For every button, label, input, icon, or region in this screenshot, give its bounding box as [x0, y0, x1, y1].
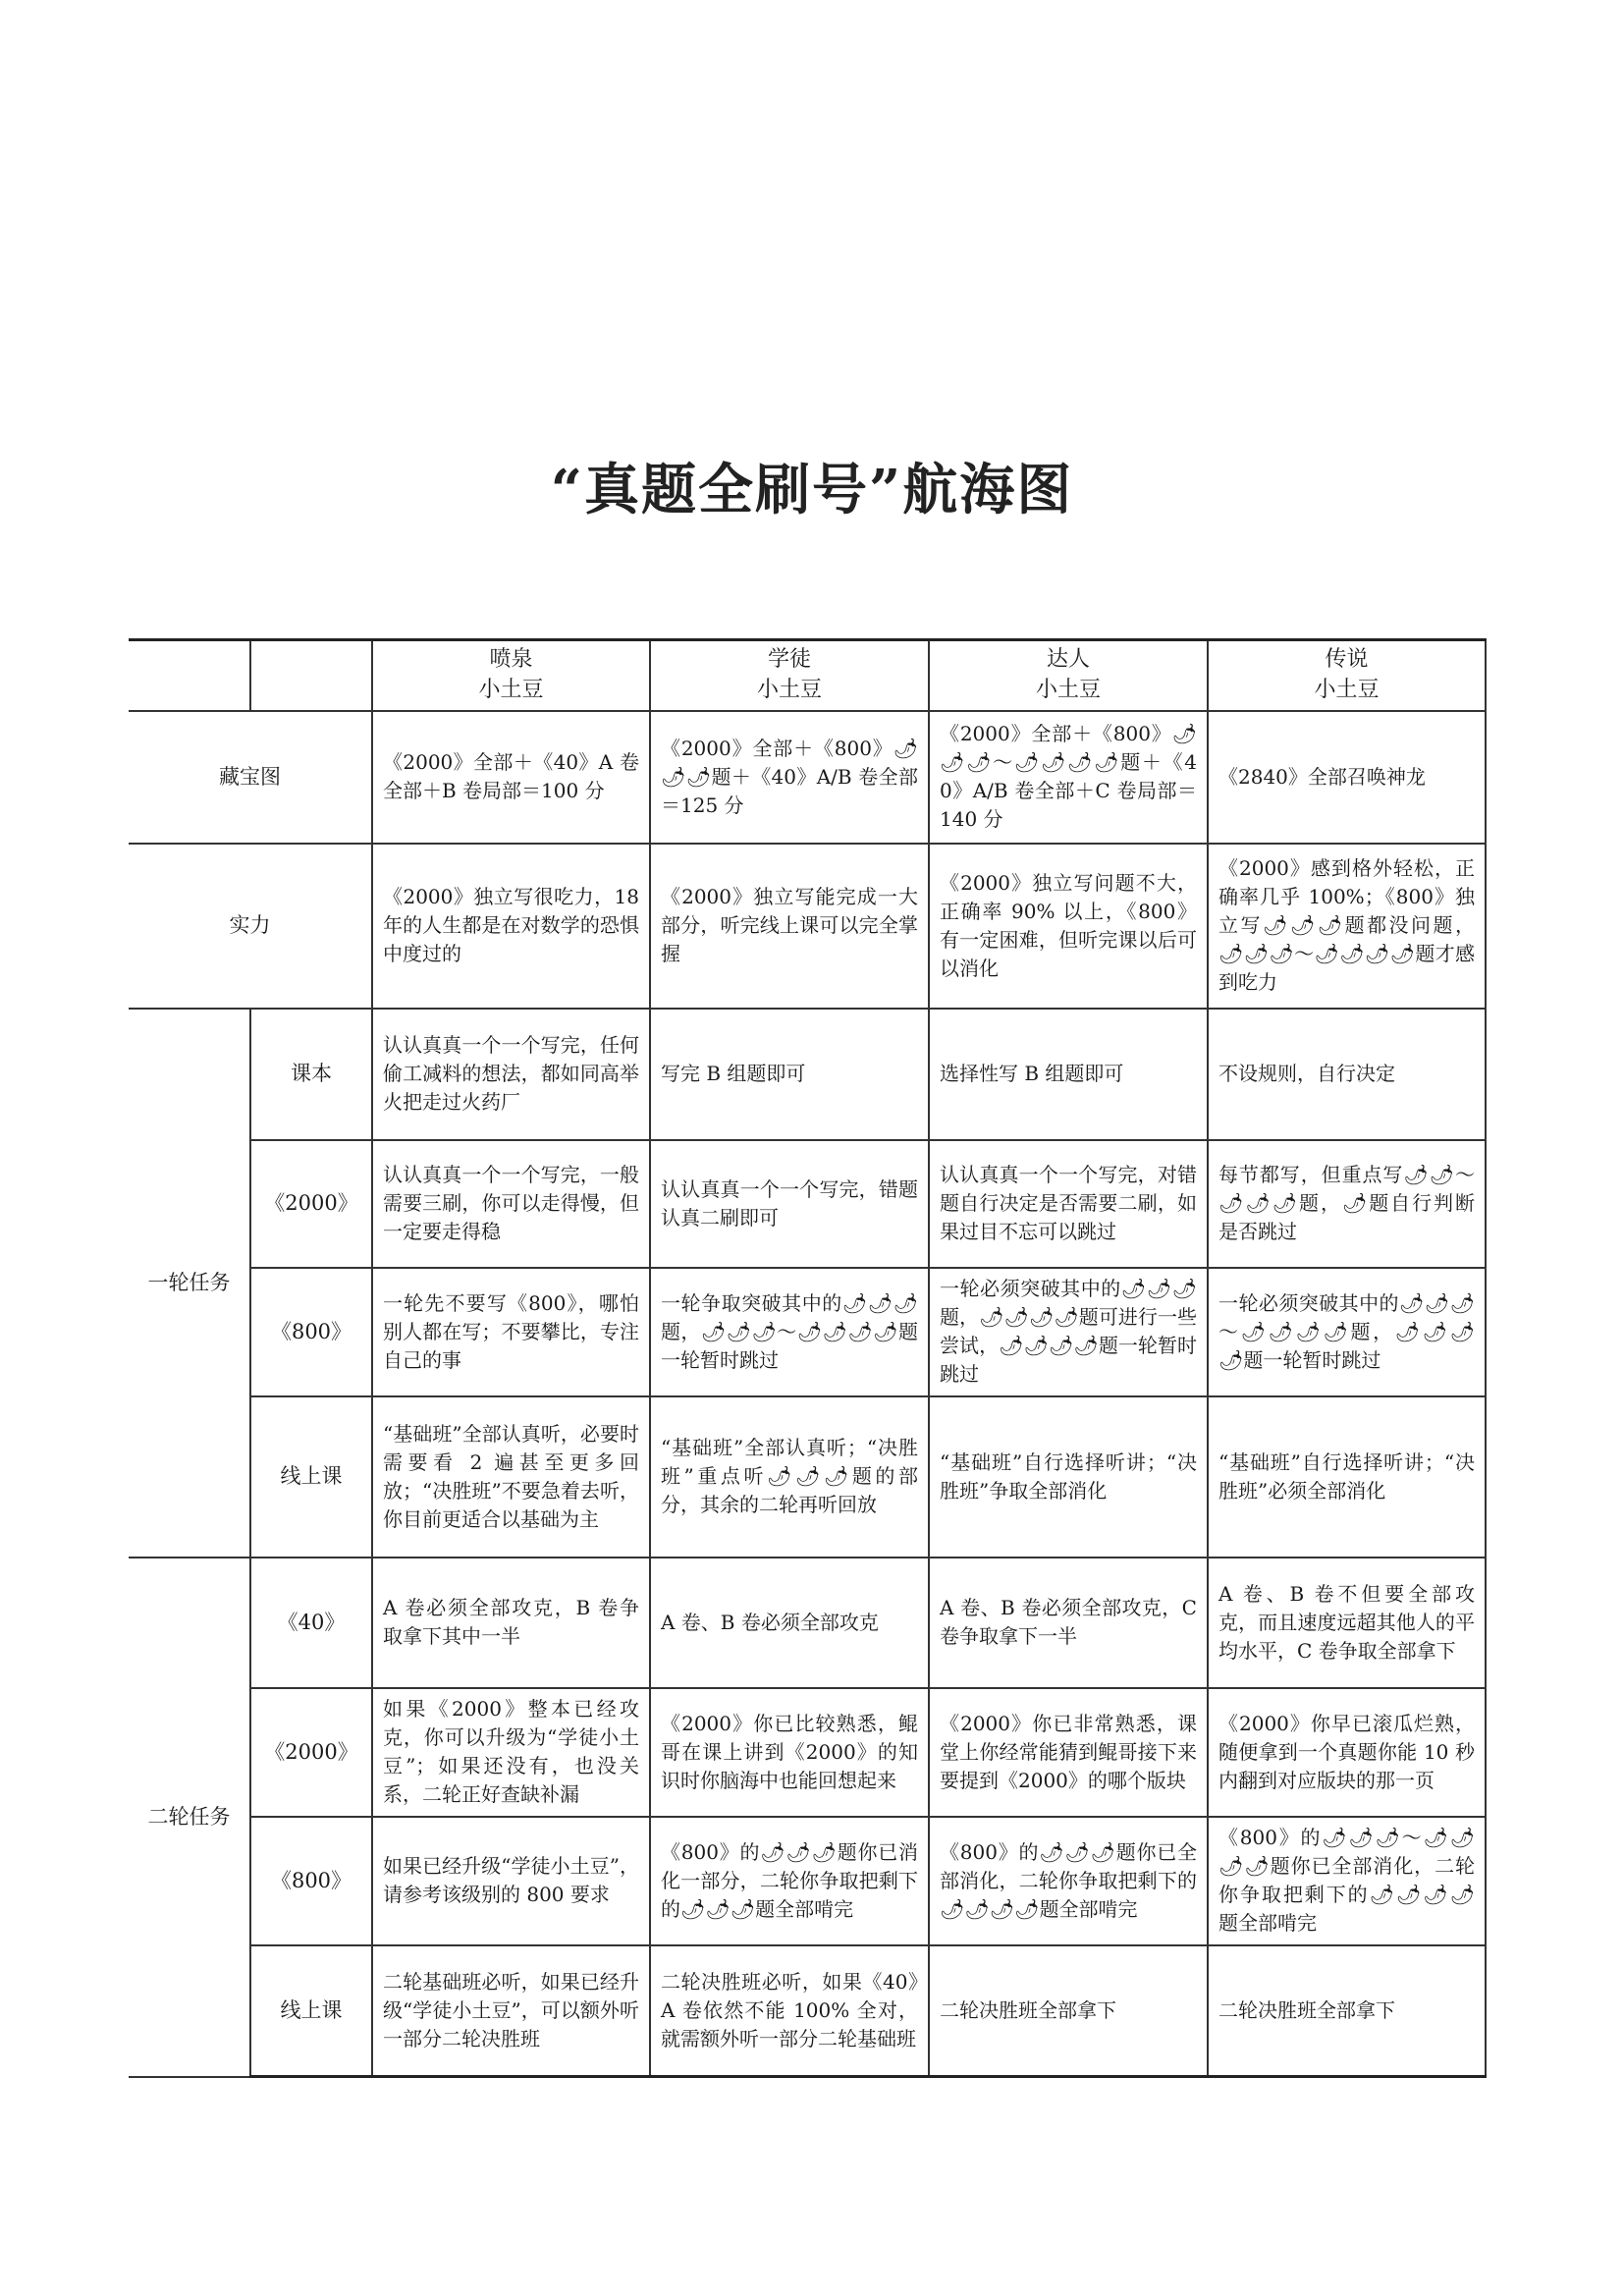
row-sub-label: 《2000》	[250, 1140, 372, 1268]
table-cell: 《800》的🌶🌶🌶题你已消化一部分，二轮你争取把剩下的🌶🌶🌶题全部啃完	[650, 1817, 929, 1945]
table-cell: 写完 B 组题即可	[650, 1009, 929, 1140]
table-cell: 二轮基础班必听，如果已经升级“学徒小土豆”，可以额外听一部分二轮决胜班	[372, 1945, 650, 2077]
header-blank-cell	[250, 640, 372, 711]
table-cell: 一轮必须突破其中的🌶🌶🌶～🌶🌶🌶🌶题，🌶🌶🌶🌶题一轮暂时跳过	[1208, 1268, 1486, 1396]
header-expert: 达人 小土豆	[929, 640, 1208, 711]
header-blank-cell	[129, 640, 250, 711]
row-sub-label: 线上课	[250, 1396, 372, 1558]
header-apprentice: 学徒 小土豆	[650, 640, 929, 711]
row-round1-2000	[129, 1140, 1486, 1268]
table-cell: 每节都写，但重点写🌶🌶～🌶🌶🌶题，🌶题自行判断是否跳过	[1208, 1140, 1486, 1268]
table-cell: 如果已经升级“学徒小土豆”，请参考该级别的 800 要求	[372, 1817, 650, 1945]
row-round1-800	[129, 1268, 1486, 1396]
row-label: 实力	[129, 844, 372, 1009]
table-cell: 《2000》感到格外轻松，正确率几乎 100%；《800》独立写🌶🌶🌶题都没问题，🌶🌶🌶～🌶🌶🌶🌶题才感到吃力	[1208, 844, 1486, 1009]
table-cell: A 卷、B 卷不但要全部攻克，而且速度远超其他人的平均水平，C 卷争取全部拿下	[1208, 1558, 1486, 1688]
table-cell: 《2840》全部召唤神龙	[1208, 711, 1486, 844]
table-cell: A 卷必须全部攻克，B 卷争取拿下其中一半	[372, 1558, 650, 1688]
table-cell: “基础班”全部认真听；“决胜班”重点听🌶🌶🌶题的部分，其余的二轮再听回放	[650, 1396, 929, 1558]
table-cell: A 卷、B 卷必须全部攻克	[650, 1558, 929, 1688]
table-cell: 二轮决胜班全部拿下	[1208, 1945, 1486, 2077]
table-cell: 认认真真一个一个写完，错题认真二刷即可	[650, 1140, 929, 1268]
table-cell: 二轮决胜班必听，如果《40》A 卷依然不能 100% 全对，就需额外听一部分二轮基础班	[650, 1945, 929, 2077]
row-strength	[129, 844, 1486, 1009]
row-round1-textbook	[129, 1009, 1486, 1140]
table-cell: 《2000》你已比较熟悉，鲲哥在课上讲到《2000》的知识时你脑海中也能回想起来	[650, 1688, 929, 1817]
table-cell: 《2000》独立写问题不大，正确率 90% 以上，《800》有一定困难，但听完课以后可以消化	[929, 844, 1208, 1009]
table-cell: 如果《2000》整本已经攻克，你可以升级为“学徒小土豆”；如果还没有，也没关系，二轮正好查缺补漏	[372, 1688, 650, 1817]
table-cell: “基础班”自行选择听讲；“决胜班”必须全部消化	[1208, 1396, 1486, 1558]
table-cell: 《2000》全部＋《800》🌶🌶🌶题＋《40》A/B 卷全部＝125 分	[650, 711, 929, 844]
table-cell: 《800》的🌶🌶🌶题你已全部消化，二轮你争取把剩下的🌶🌶🌶🌶题全部啃完	[929, 1817, 1208, 1945]
table-cell: “基础班”自行选择听讲；“决胜班”争取全部消化	[929, 1396, 1208, 1558]
table-cell: 《2000》全部＋《40》A 卷全部＋B 卷局部＝100 分	[372, 711, 650, 844]
row-sub-label: 线上课	[250, 1945, 372, 2077]
table-cell: 选择性写 B 组题即可	[929, 1009, 1208, 1140]
header-row	[129, 640, 1486, 711]
table-cell: 一轮必须突破其中的🌶🌶🌶题，🌶🌶🌶🌶题可进行一些尝试，🌶🌶🌶🌶题一轮暂时跳过	[929, 1268, 1208, 1396]
table-cell: “基础班”全部认真听，必要时需要看 2 遍甚至更多回放；“决胜班”不要急着去听，你目前更适合以基础为主	[372, 1396, 650, 1558]
row-round1-online	[129, 1396, 1486, 1558]
table-cell: 《800》的🌶🌶🌶～🌶🌶🌶🌶题你已全部消化，二轮你争取把剩下的🌶🌶🌶🌶题全部啃完	[1208, 1817, 1486, 1945]
table-cell: 二轮决胜班全部拿下	[929, 1945, 1208, 2077]
row-group-label: 一轮任务	[129, 1009, 250, 1558]
table-cell: 不设规则，自行决定	[1208, 1009, 1486, 1140]
table-cell: 《2000》独立写很吃力，18 年的人生都是在对数学的恐惧中度过的	[372, 844, 650, 1009]
table-cell: 一轮争取突破其中的🌶🌶🌶题，🌶🌶🌶～🌶🌶🌶🌶题一轮暂时跳过	[650, 1268, 929, 1396]
row-sub-label: 《800》	[250, 1268, 372, 1396]
row-sub-label: 《2000》	[250, 1688, 372, 1817]
header-legend: 传说 小土豆	[1208, 640, 1486, 711]
row-round2-800	[129, 1817, 1486, 1945]
table-cell: 认认真真一个一个写完，任何偷工减料的想法，都如同高举火把走过火药厂	[372, 1009, 650, 1140]
row-sub-label: 《40》	[250, 1558, 372, 1688]
row-sub-label: 课本	[250, 1009, 372, 1140]
row-round2-40	[129, 1558, 1486, 1688]
row-round2-2000	[129, 1688, 1486, 1817]
header-fountain: 喷泉 小土豆	[372, 640, 650, 711]
table-cell: 认认真真一个一个写完，对错题自行决定是否需要二刷，如果过目不忘可以跳过	[929, 1140, 1208, 1268]
table-cell: 《2000》全部＋《800》🌶🌶🌶～🌶🌶🌶🌶题＋《40》A/B 卷全部＋C 卷局部＝140 分	[929, 711, 1208, 844]
table-cell: 认认真真一个一个写完，一般需要三刷，你可以走得慢，但一定要走得稳	[372, 1140, 650, 1268]
row-sub-label: 《800》	[250, 1817, 372, 1945]
page-title: “真题全刷号”航海图	[550, 458, 1074, 522]
row-label: 藏宝图	[129, 711, 372, 844]
table-cell: 《2000》你已非常熟悉，课堂上你经常能猜到鲲哥接下来要提到《2000》的哪个版块	[929, 1688, 1208, 1817]
row-round2-online	[129, 1945, 1486, 2077]
roadmap-table	[129, 638, 1487, 2078]
table-cell: 一轮先不要写《800》，哪怕别人都在写；不要攀比，专注自己的事	[372, 1268, 650, 1396]
row-treasure-map	[129, 711, 1486, 844]
table-cell: 《2000》独立写能完成一大部分，听完线上课可以完全掌握	[650, 844, 929, 1009]
table-cell: A 卷、B 卷必须全部攻克，C 卷争取拿下一半	[929, 1558, 1208, 1688]
row-group-label: 二轮任务	[129, 1558, 250, 2077]
table-cell: 《2000》你早已滚瓜烂熟，随便拿到一个真题你能 10 秒内翻到对应版块的那一页	[1208, 1688, 1486, 1817]
